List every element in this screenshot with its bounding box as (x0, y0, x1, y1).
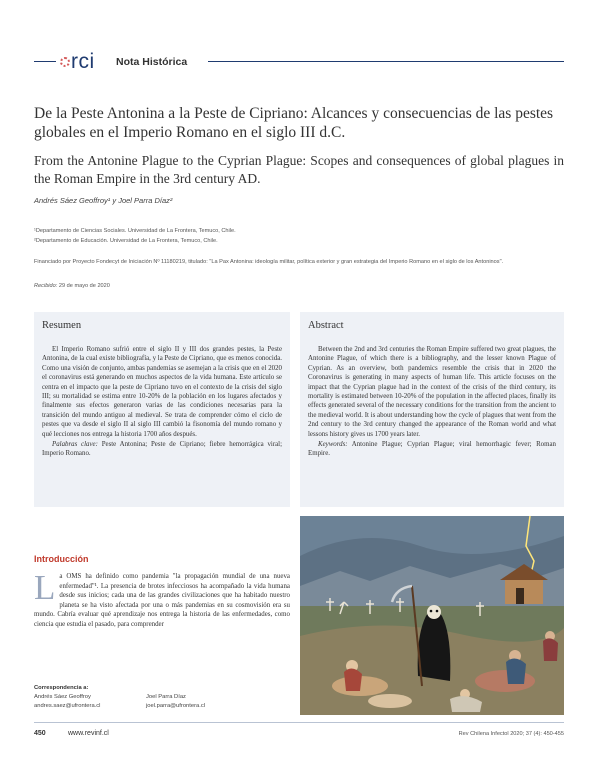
abstract-keywords-text: Antonine Plague; Cyprian Plague; viral hemorrhagic fever; Roman Empire. (308, 441, 556, 458)
title-spanish: De la Peste Antonina a la Peste de Cipriano: Alcances y consecuencias de las pestes globales en el Imperio Romano en el siglo III d.C. (34, 105, 554, 141)
intro-body (34, 568, 290, 629)
resumen-keywords (42, 440, 282, 459)
plague-painting-image (300, 516, 564, 715)
correspondence-email-1[interactable]: andres.saez@ufrontera.cl (34, 703, 101, 709)
received-date (34, 283, 110, 289)
correspondence-email-2[interactable]: joel.parra@ufrontera.cl (146, 703, 206, 709)
funding-note: Financiado por Proyecto Fondecyt de Iniciación Nº 11180219, titulado: "La Pax Antonina: ideología militar, política exterior y gran estrategia del Imperio Romano en el siglo de los Antoninos". (34, 259, 504, 265)
abstract-keywords (308, 440, 556, 459)
resumen-keywords-label: Palabras clave: (52, 441, 98, 449)
correspondence (34, 684, 100, 711)
affiliations (34, 226, 564, 246)
intro-text: a OMS ha definido como pandemia "la propagación mundial de una nueva enfermedad"¹. La presencia de brotes infecciosos ha acompañado la vida humana desde sus inicios; cada una de las grandes civilizaciones que ha habitado nuestro planeta se ha visto afectada por una o más pandemias en su cosmovisión era su mundo. Cabría evaluar qué aprendizaje nos entrega la historia de las enfermedades, como ciencia que estudia el pasado, para comprender (34, 573, 290, 628)
logo-dots-icon (60, 57, 70, 67)
journal-logo (60, 50, 95, 74)
correspondence-label: Correspondencia a: (34, 685, 89, 691)
painting-svg (300, 516, 564, 715)
received-value: 29 de mayo de 2020 (58, 283, 110, 289)
footer-rule (34, 722, 564, 723)
abstract-body: Between the 2nd and 3rd centuries the Roman Empire suffered two great plagues, the Antonine Plague, of which there is a bibliography, and the lesser known Plague of Cyprian. As an overview, both pandemics resemble the crisis that in 2020 the Coronavirus is generating in many aspects of human life. This article focuses on the impact that the Cyprian plague had in the context of the crisis of the third century, its mortality is estimated between 10-20% of the population in the affected places, finally its effects generated several of the necessary conditions for the transition from the ancient to the medieval world. It is about understanding how the cycle of plagues that went from the 2nd century to the 3rd century changed the appearance of the Roman world and what lessons history gives us 1700 years later. (308, 346, 556, 438)
journal-website[interactable]: www.revinf.cl (68, 730, 109, 737)
title-english: From the Antonine Plague to the Cyprian Plague: Scopes and consequences of global plagues in the Roman Empire in the 3rd century AD. (34, 153, 564, 186)
section-label: Nota Histórica (116, 56, 188, 68)
abstract-keywords-label: Keywords: (318, 441, 348, 449)
authors: Andrés Sáez Geoffroy¹ y Joel Parra Díaz² (34, 196, 173, 205)
resumen-title: Resumen (42, 320, 82, 331)
page-number: 450 (34, 730, 46, 737)
correspondence-author-1: Andrés Sáez Geoffroy (34, 694, 91, 700)
correspondence-author-2: Joel Parra Díaz (146, 694, 186, 700)
journal-citation: Rev Chilena Infectol 2020; 37 (4): 450-455 (458, 731, 564, 737)
affiliation-1: ¹Departamento de Ciencias Sociales. Universidad de La Frontera, Temuco, Chile. (34, 228, 236, 234)
resumen-box (34, 312, 290, 507)
abstract-box (300, 312, 564, 507)
journal-header (34, 50, 564, 74)
affiliation-2: ²Departamento de Educación. Universidad de La Frontera, Temuco, Chile. (34, 238, 218, 244)
resumen-body: El Imperio Romano sufrió entre el siglo II y III dos grandes pestes, la Peste Antonina, de la cual existe bibliografía, y la Peste de Cipriano, que es menos conocida. Como una visión de conjunto, ambas pandemias se asemejan a la crisis que en el 2020 el coronavirus está generando en muchos aspectos de la vida humana. Este artículo se centra en el impacto que la peste de Cipriano tuvo en el contexto de la crisis del siglo III; su mortalidad se estima entre 10-20% de la población en los lugares afectados y finalmente sus efectos generaron varias de las condiciones necesarias para la transición del mundo antiguo al medieval. Se trata de comprender cómo el ciclo de pestes que va desde el siglo II al siglo III cambió la fisonomía del mundo romano y qué lecciones nos entrega la historia 1700 años después. (42, 346, 282, 438)
intro-heading: Introducción (34, 554, 89, 564)
intro-dropcap: L (34, 568, 56, 607)
abstract-title: Abstract (308, 320, 344, 331)
correspondence-second (146, 693, 205, 711)
resumen-keywords-text: Peste Antonina; Peste de Cipriano; fiebre hemorrágica viral; Imperio Romano. (42, 441, 283, 458)
header-rule-right (208, 61, 564, 62)
received-label: Recibido: (34, 283, 58, 289)
header-rule-left (34, 61, 56, 62)
logo-text: rci (71, 50, 95, 73)
